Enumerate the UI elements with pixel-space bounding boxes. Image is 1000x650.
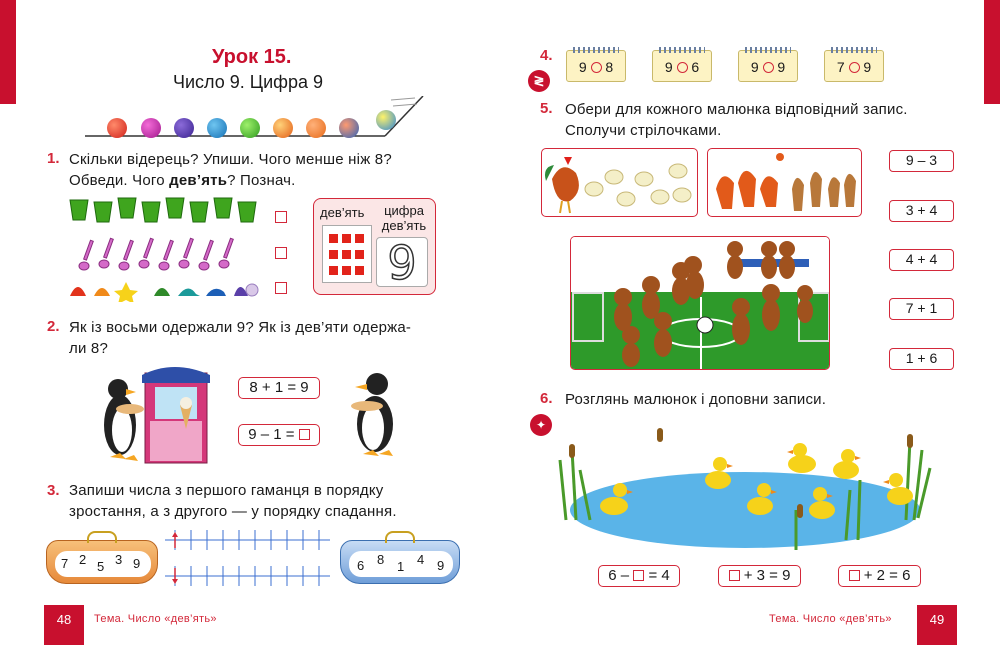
task6-eq1-box[interactable] xyxy=(633,570,644,581)
monkeys-football-picture xyxy=(570,236,830,370)
foxes-squirrels-picture xyxy=(707,148,862,217)
number-nine-card xyxy=(313,198,436,295)
task5-answer-3[interactable]: 4 + 4 xyxy=(889,249,954,271)
footer-topic-right: Тема. Число «дев’ять» xyxy=(769,613,892,625)
task1-line1: Скільки відерець? Упиши. Чого менше ніж 8? xyxy=(69,151,392,168)
card-digit-label xyxy=(376,203,432,233)
task3-text xyxy=(69,480,479,522)
task2-equation-2 xyxy=(238,424,320,446)
task6-eq3-box[interactable] xyxy=(849,570,860,581)
compare-sign-slot[interactable] xyxy=(763,62,774,73)
compare-sign-slot[interactable] xyxy=(677,62,688,73)
ball-blue xyxy=(207,118,227,138)
purse2-digit: 8 xyxy=(377,552,385,567)
task2-line1: Як із восьми одержали 9? Як із дев’яти одержа- xyxy=(69,319,412,336)
task5-line2: Сполучи стрілочками. xyxy=(565,122,722,139)
compare-card-left: 9 xyxy=(750,59,759,75)
buckets-illustration xyxy=(68,196,268,226)
task5-answer-4[interactable]: 7 + 1 xyxy=(889,298,954,320)
monkeys-football-illustration xyxy=(571,237,830,370)
task1-number: 1. xyxy=(47,150,60,167)
compare-card-right: 8 xyxy=(605,59,614,75)
task6-text: Розглянь малюнок і доповни записи. xyxy=(565,391,827,408)
number-lines xyxy=(165,528,330,590)
task3-number: 3. xyxy=(47,482,60,499)
ball-magenta xyxy=(141,118,161,138)
purse1-digit: 5 xyxy=(97,559,105,574)
compare-card-right: 9 xyxy=(863,59,872,75)
sand-moulds-illustration xyxy=(66,278,262,302)
left-edge-tab xyxy=(0,0,16,104)
task2-line2: ли 8? xyxy=(69,340,108,357)
purse2-digit: 9 xyxy=(437,558,445,573)
task3-line1: Запиши числа з першого гаманця в порядку xyxy=(69,482,384,499)
rooster-chicks-picture xyxy=(541,148,698,217)
purse1-label xyxy=(55,551,151,577)
compare-card-3 xyxy=(738,50,798,82)
task2-equation-2-text: 9 – 1 = xyxy=(248,426,295,443)
shovels-illustration xyxy=(75,236,255,272)
ball-green xyxy=(240,118,260,138)
compare-card-left: 9 xyxy=(578,59,587,75)
task5-answer-2[interactable]: 3 + 4 xyxy=(889,200,954,222)
purse1-digit: 9 xyxy=(133,556,141,571)
nine-squares-box xyxy=(322,225,372,283)
task1-text xyxy=(69,149,479,191)
lesson-title: Урок 15. xyxy=(212,46,292,68)
card-digit-label-2: дев’ять xyxy=(381,218,427,233)
compare-sign-slot[interactable] xyxy=(849,62,860,73)
nine-squares xyxy=(323,226,373,284)
task4-number: 4. xyxy=(540,47,553,64)
purse-decreasing xyxy=(340,540,460,584)
purse2-digit: 1 xyxy=(397,559,405,574)
task6-eq1-left: 6 – xyxy=(608,567,630,584)
ducks-pond-illustration xyxy=(550,420,944,558)
task6-equation-2 xyxy=(718,565,801,587)
task6-eq2-box[interactable] xyxy=(729,570,740,581)
task3-line2: зростання, а з другого — у порядку спадання. xyxy=(69,503,397,520)
compare-card-left: 7 xyxy=(836,59,845,75)
task5-answer-1[interactable]: 9 – 3 xyxy=(889,150,954,172)
task1-line2-bold: дев’ять xyxy=(169,172,228,189)
ball-orange-2 xyxy=(306,118,326,138)
card-spiral xyxy=(573,47,619,53)
task2-equation-1: 8 + 1 = 9 xyxy=(238,377,320,399)
purse1-digit: 7 xyxy=(61,556,69,571)
task6-eq1-right: = 4 xyxy=(648,567,670,584)
task5-line1: Обери для кожного малюнка відповідний запис. xyxy=(565,101,908,118)
card-spiral xyxy=(745,47,791,53)
purse2-clasp xyxy=(385,531,415,543)
compare-card-2 xyxy=(652,50,712,82)
purse1-digit: 3 xyxy=(115,552,123,567)
penguin-illustration xyxy=(345,370,405,460)
task6-eq2-right: + 3 = 9 xyxy=(743,567,791,584)
compare-card-right: 6 xyxy=(691,59,700,75)
task2-number: 2. xyxy=(47,318,60,335)
compare-icon: ≷ xyxy=(528,70,550,92)
lesson-subtitle: Число 9. Цифра 9 xyxy=(173,72,323,92)
task5-text xyxy=(565,99,960,141)
ball-striped xyxy=(339,118,359,138)
purse2-digit: 6 xyxy=(357,558,365,573)
right-edge-tab xyxy=(984,0,1000,104)
purse2-label xyxy=(349,551,453,577)
penguin-kiosk-illustration xyxy=(100,365,215,465)
task5-number: 5. xyxy=(540,100,553,117)
task6-equation-3 xyxy=(838,565,921,587)
shovels-checkbox[interactable] xyxy=(275,247,287,259)
foxes-squirrels-illustration xyxy=(708,149,862,217)
page-number-left: 48 xyxy=(44,605,84,645)
task5-answer-5[interactable]: 1 + 6 xyxy=(889,348,954,370)
buckets-checkbox[interactable] xyxy=(275,211,287,223)
lightbulb-icon: ✦ xyxy=(530,414,552,436)
card-spiral xyxy=(831,47,877,53)
ball-rolling xyxy=(376,110,396,130)
footer-topic-left: Тема. Число «дев’ять» xyxy=(94,613,217,625)
compare-card-4 xyxy=(824,50,884,82)
compare-card-1 xyxy=(566,50,626,82)
task6-number: 6. xyxy=(540,390,553,407)
task6-eq3-right: + 2 = 6 xyxy=(863,567,911,584)
card-word-label: дев’ять xyxy=(320,205,365,220)
task2-answer-box[interactable] xyxy=(299,429,310,440)
card-digit-label-1: цифра xyxy=(384,203,424,218)
ball-orange xyxy=(273,118,293,138)
purse-increasing xyxy=(46,540,158,584)
moulds-checkbox[interactable] xyxy=(275,282,287,294)
card-digit-nine: 9 xyxy=(376,237,428,287)
task2-text xyxy=(69,317,479,359)
purse1-digit: 2 xyxy=(79,552,87,567)
compare-sign-slot[interactable] xyxy=(591,62,602,73)
card-spiral xyxy=(659,47,705,53)
task1-line2-c: ? Познач. xyxy=(227,172,296,189)
purse2-digit: 4 xyxy=(417,552,425,567)
ball-red xyxy=(107,118,127,138)
compare-card-right: 9 xyxy=(777,59,786,75)
task1-line2-a: Обведи. Чого xyxy=(69,172,170,189)
task6-equation-1 xyxy=(598,565,680,587)
rooster-chicks-illustration xyxy=(542,149,698,217)
purse1-clasp xyxy=(87,531,117,543)
compare-card-left: 9 xyxy=(664,59,673,75)
task1-line2 xyxy=(69,170,479,191)
ball-purple xyxy=(174,118,194,138)
page-number-right: 49 xyxy=(917,605,957,645)
